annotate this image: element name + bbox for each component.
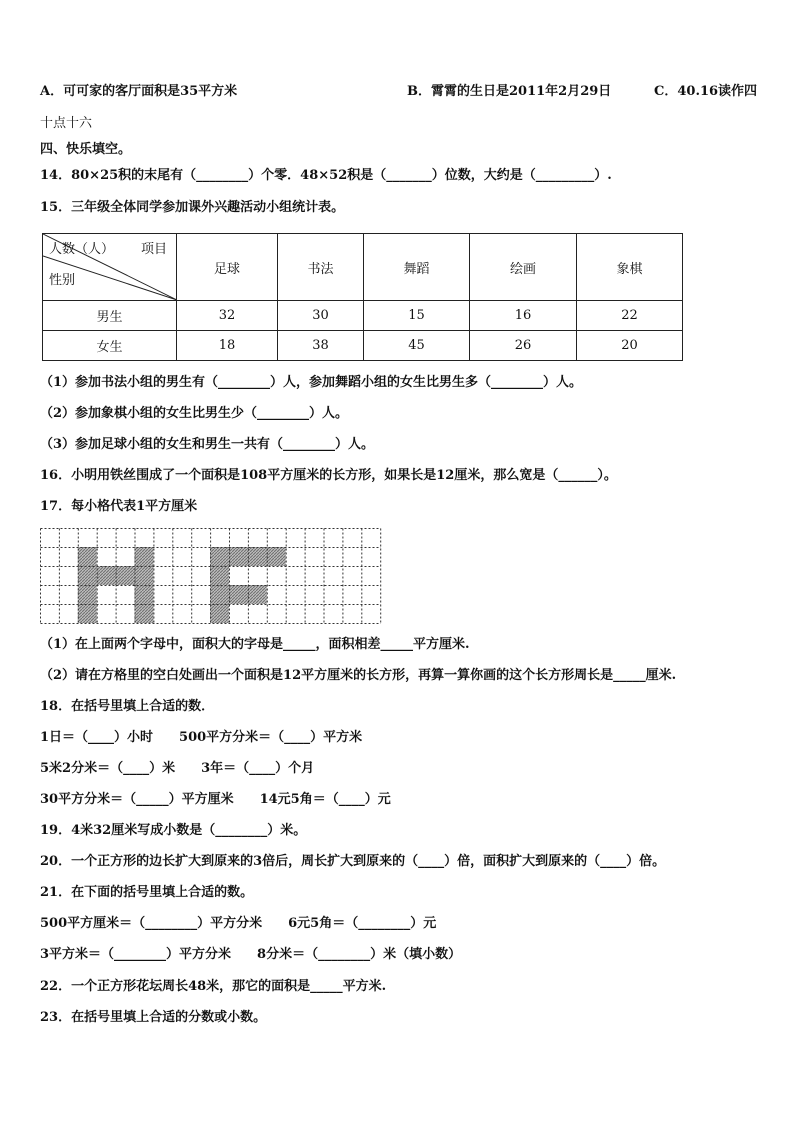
question-21-row1: 500平方厘米＝（________）平方分米 6元5角＝（________）元 <box>40 916 437 931</box>
cell: 26 <box>470 331 577 361</box>
diag-label-gender: 性别 <box>49 273 76 288</box>
col-header-dance: 舞蹈 <box>364 234 470 301</box>
cell: 20 <box>577 331 683 361</box>
question-19: 19．4米32厘米写成小数是（________）米。 <box>40 823 307 838</box>
question-21-row2: 3平方米＝（________）平方分米 8分米＝（________）米（填小数） <box>40 947 462 962</box>
option-a: A．可可家的客厅面积是35平方米 <box>40 84 238 99</box>
question-14: 14．80×25积的末尾有（________）个零．48×52积是（_______）位数，大约是（_________）. <box>40 168 612 183</box>
question-15-sub3: （3）参加足球小组的女生和男生一共有（________）人。 <box>40 437 375 452</box>
section-heading: 四、快乐填空。 <box>40 142 132 157</box>
question-22: 22．一个正方形花坛周长48米，那它的面积是_____平方米. <box>40 979 387 994</box>
cell: 38 <box>278 331 364 361</box>
letter-block <box>210 566 229 623</box>
question-15-title: 15．三年级全体同学参加课外兴趣活动小组统计表。 <box>40 200 345 215</box>
question-17-sub2: （2）请在方格里的空白处画出一个面积是12平方厘米的长方形，再算一算你画的这个长方形周长是_____厘米. <box>40 668 677 683</box>
option-c: C．40.16读作四 <box>654 84 758 99</box>
col-header-chess: 象棋 <box>577 234 683 301</box>
diag-label-item: 项目 <box>141 242 168 257</box>
question-18-row2: 5米2分米＝（____）米 3年＝（____）个月 <box>40 761 315 776</box>
row-label-girls: 女生 <box>43 331 177 361</box>
question-21-title: 21．在下面的括号里填上合适的数。 <box>40 885 254 900</box>
table-row <box>43 301 683 331</box>
question-18-row1: 1日＝（____）小时 500平方分米＝（____）平方米 <box>40 730 363 745</box>
col-header-calligraphy: 书法 <box>278 234 364 301</box>
question-15-sub1: （1）参加书法小组的男生有（________）人，参加舞蹈小组的女生比男生多（________）人。 <box>40 375 583 390</box>
table-diagonal-header <box>43 234 177 301</box>
cell: 16 <box>470 301 577 331</box>
question-16: 16．小明用铁丝围成了一个面积是108平方厘米的长方形，如果长是12厘米，那么宽是（______）。 <box>40 468 617 483</box>
letter-grid <box>40 528 382 624</box>
question-18-title: 18．在括号里填上合适的数． <box>40 699 215 714</box>
col-header-painting: 绘画 <box>470 234 577 301</box>
question-17-title: 17．每小格代表1平方厘米 <box>40 499 198 514</box>
option-c-continued: 十点十六 <box>40 116 93 131</box>
col-header-football: 足球 <box>177 234 278 301</box>
cell: 15 <box>364 301 470 331</box>
cell: 18 <box>177 331 278 361</box>
question-17-sub1: （1）在上面两个字母中，面积大的字母是_____，面积相差_____平方厘米. <box>40 637 470 652</box>
question-23: 23．在括号里填上合适的分数或小数。 <box>40 1010 267 1025</box>
table-row <box>43 331 683 361</box>
diag-label-count: 人数（人） <box>49 242 115 257</box>
cell: 32 <box>177 301 278 331</box>
option-b: B．霄霄的生日是2011年2月29日 <box>407 84 612 99</box>
question-18-row3: 30平方分米＝（_____）平方厘米 14元5角＝（____）元 <box>40 792 391 807</box>
row-label-boys: 男生 <box>43 301 177 331</box>
cell: 22 <box>577 301 683 331</box>
question-20: 20．一个正方形的边长扩大到原来的3倍后，周长扩大到原来的（____）倍，面积扩大到原来的（____）倍。 <box>40 854 666 869</box>
question-15-sub2: （2）参加象棋小组的女生比男生少（________）人。 <box>40 406 349 421</box>
cell: 45 <box>364 331 470 361</box>
cell: 30 <box>278 301 364 331</box>
stats-table <box>42 233 683 361</box>
